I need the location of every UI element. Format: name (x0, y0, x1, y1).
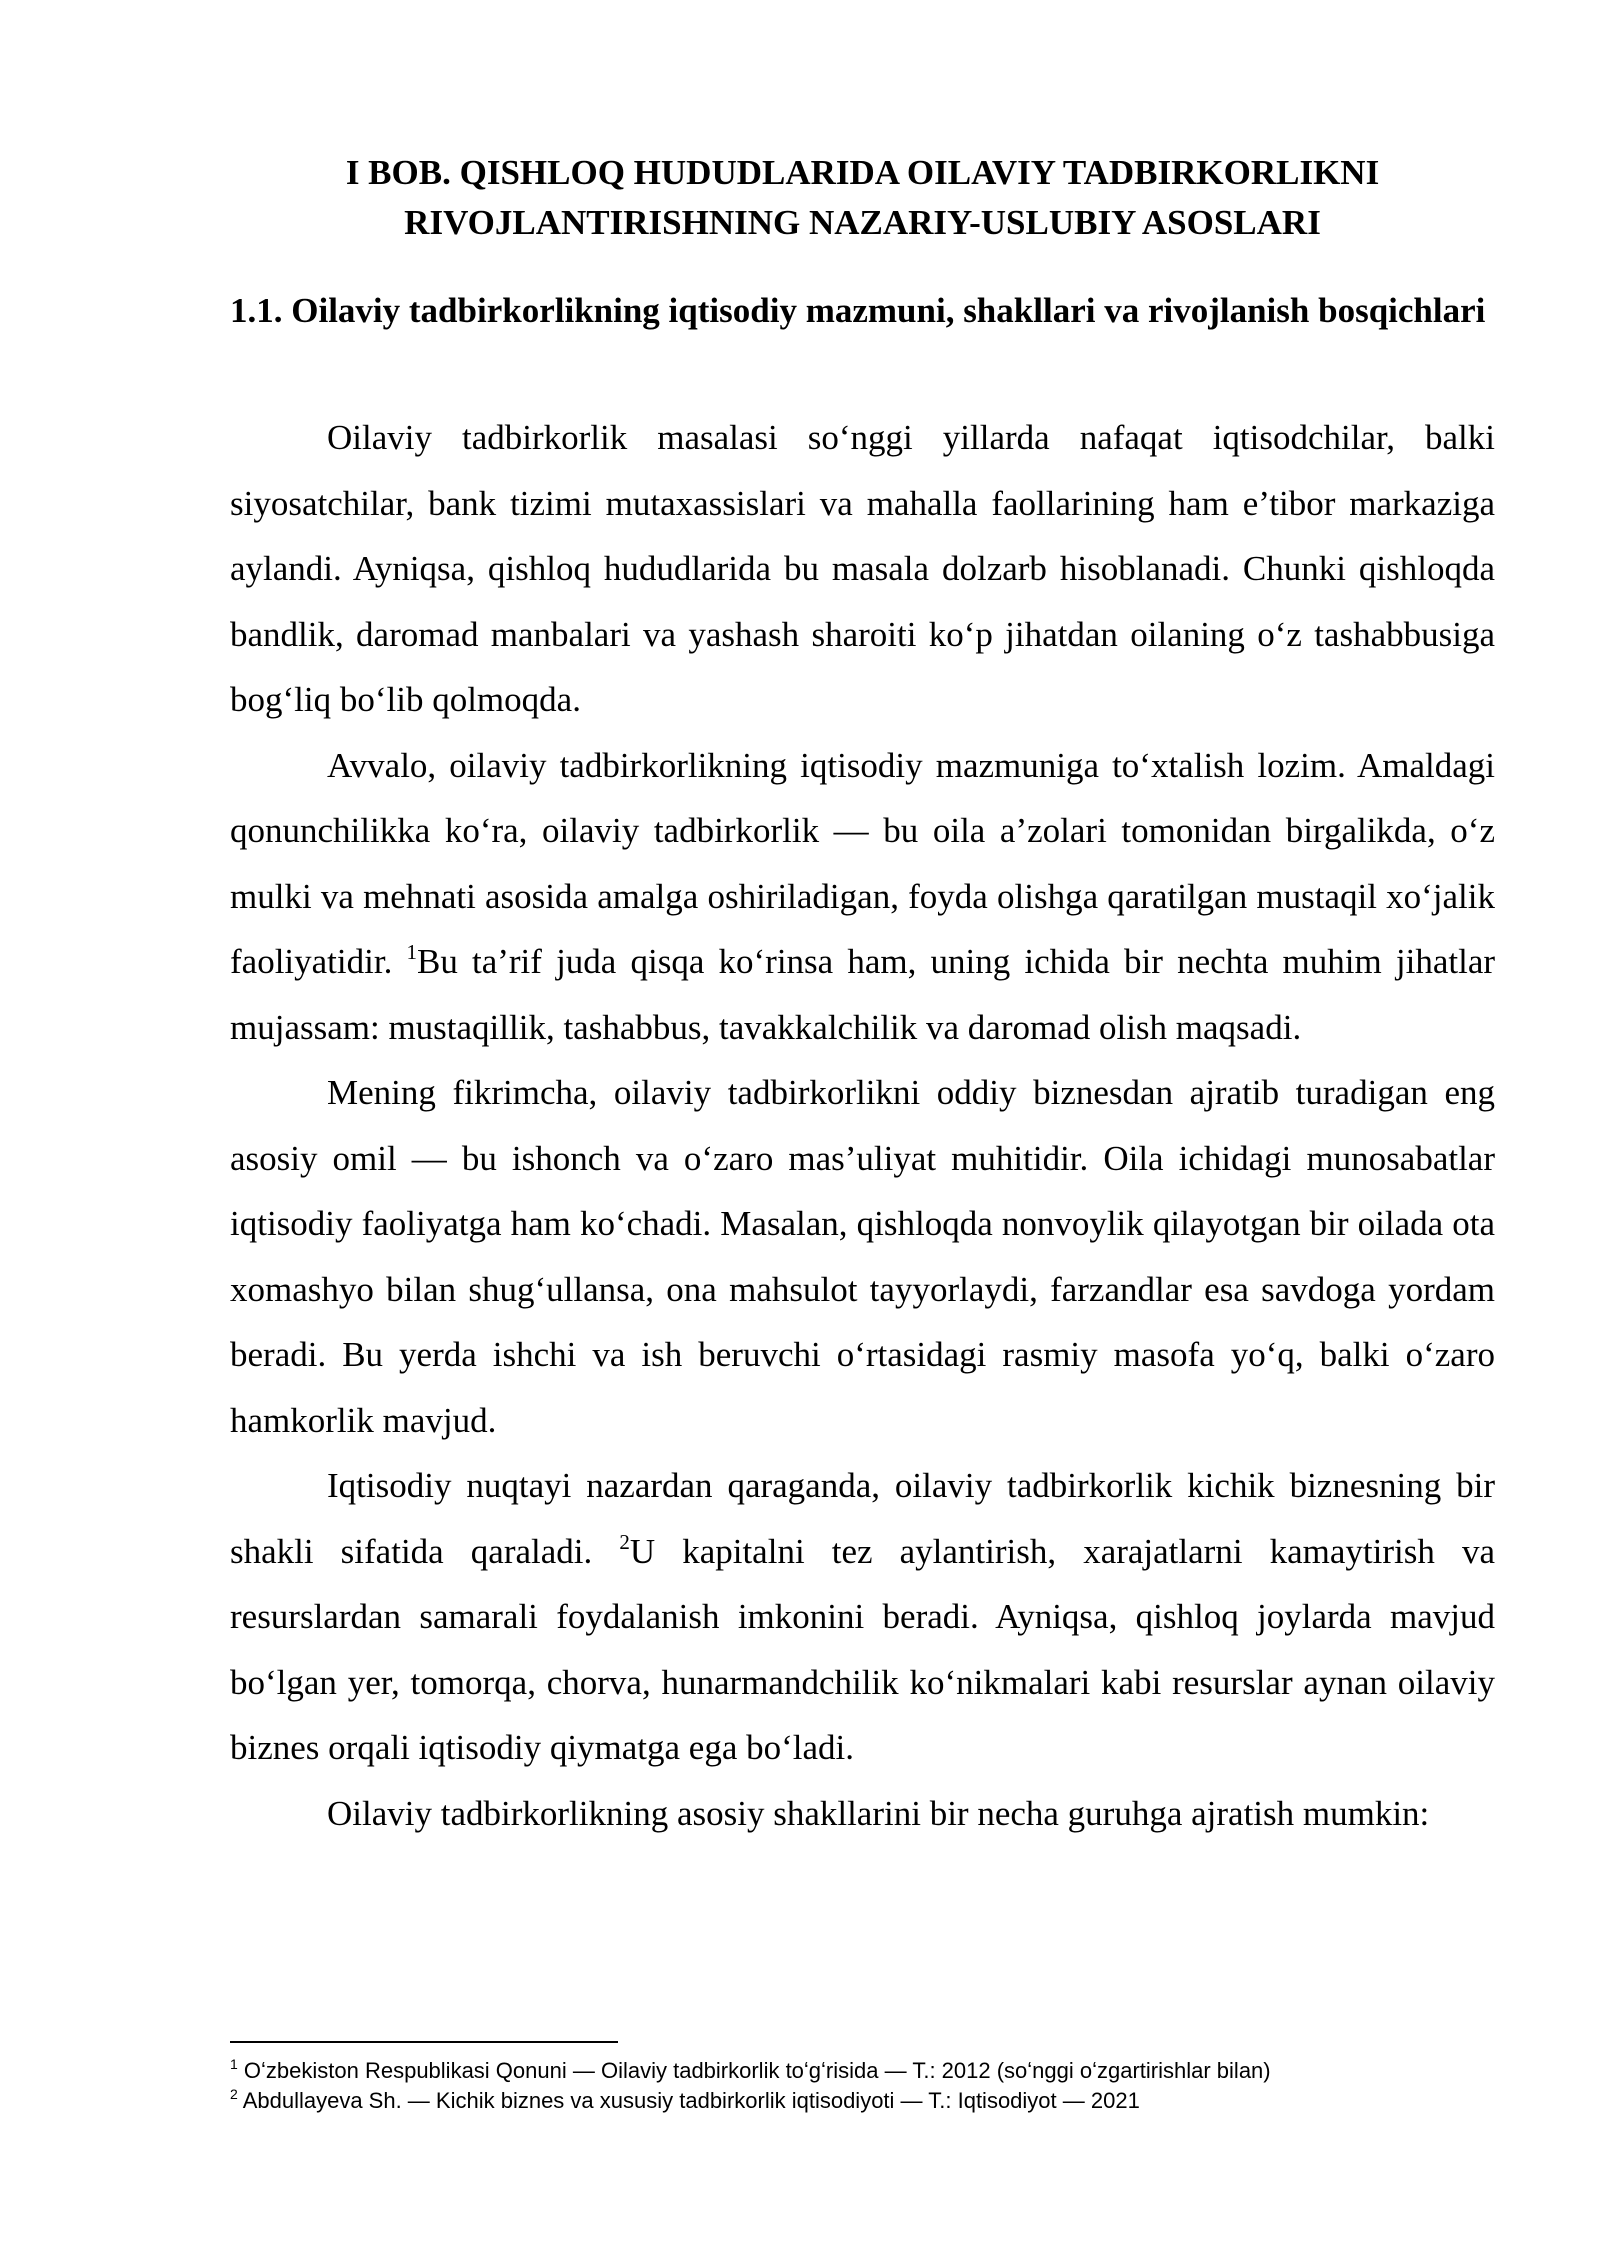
footnote-ref-2[interactable]: 2 (619, 1529, 630, 1554)
footnote-1-text: Oʻzbekiston Respublikasi Qonuni — Oilaviy tadbirkorlik toʻgʻrisida — T.: 2012 (soʻnggi oʻzgartirishlar bilan) (237, 2058, 1271, 2083)
footnote-ref-1[interactable]: 1 (406, 940, 417, 964)
paragraph-2 (230, 733, 1495, 1061)
footnotes (230, 2056, 1495, 2116)
paragraph-3: Mening fikrimcha, oilaviy tadbirkorlikni oddiy biznesdan ajratib turadigan eng asosiy omil — bu ishonch va oʻzaro mas’uliyat muhitidir. Oila ichidagi munosabatlar iqtisodiy faoliyatga ham koʻchadi. Masalan, qishloqda nonvoylik qilayotgan bir oilada ota xomashyo bilan shugʻullansa, ona mahsulot tayyorlaydi, farzandlar esa savdoga yordam beradi. Bu yerda ishchi va ish beruvchi oʻrtasidagi rasmiy masofa yoʻq, balki oʻzaro hamkorlik mavjud. (230, 1073, 1495, 1440)
footnote-2-text: Abdullayeva Sh. — Kichik biznes va xususiy tadbirkorlik iqtisodiyoti — T.: Iqtisodiyot — 2021 (237, 2088, 1140, 2113)
paragraph-2-text-a: Avvalo, oilaviy tadbirkorlikning iqtisodiy mazmuniga toʻxtalish lozim. Amaldagi qonunchilikka koʻra, oilaviy tadbirkorlik — bu oila a’zolari tomonidan birgalikda, oʻz mulki va mehnati asosida amalga oshiriladigan, foyda olishga qaratilgan mustaqil xoʻjalik faoliyatidir. (230, 745, 1495, 981)
body-text (230, 405, 1495, 1846)
paragraph-4-text-a: Iqtisodiy nuqtayi nazardan qaraganda, oilaviy tadbirkorlik kichik biznesning bir shakli sifatida qaraladi. (230, 1466, 1495, 1571)
paragraph-4-text-b: U kapitalni tez aylantirish, xarajatlarni kamaytirish va resurslardan samarali foydalanish imkonini beradi. Ayniqsa, qishloq joylarda mavjud boʻlgan yer, tomorqa, chorva, hunarmandchilik koʻnikmalari kabi resurslar aynan oilaviy biznes orqali iqtisodiy qiymatga ega boʻladi. (230, 1531, 1495, 1767)
paragraph-5: Oilaviy tadbirkorlikning asosiy shakllarini bir necha guruhga ajratish mumkin: (327, 1793, 1430, 1833)
chapter-title-line-1: I BOB. QISHLOQ HUDUDLARIDA OILAVIY TADBIRKORLIKNI (345, 153, 1380, 192)
footnote-1-number: 1 (230, 2056, 238, 2072)
footnote-2-number: 2 (230, 2086, 238, 2102)
section-title: 1.1. Oilaviy tadbirkorlikning iqtisodiy mazmuni, shakllari va rivojlanish bosqichlari (230, 291, 1486, 330)
footnote-1 (230, 2056, 1495, 2086)
paragraph-2-text-b: Bu ta’rif juda qisqa koʻrinsa ham, uning ichida bir nechta muhim jihatlar mujassam: mustaqillik, tashabbus, tavakkalchilik va daromad olish maqsadi. (230, 942, 1496, 1047)
footnote-separator (230, 2041, 618, 2043)
chapter-title (230, 148, 1495, 248)
footnote-2 (230, 2086, 1495, 2116)
chapter-title-line-2: RIVOJLANTIRISHNING NAZARIY-USLUBIY ASOSLARI (404, 203, 1321, 242)
paragraph-4 (230, 1453, 1495, 1781)
paragraph-1: Oilaviy tadbirkorlik masalasi soʻnggi yillarda nafaqat iqtisodchilar, balki siyosatchilar, bank tizimi mutaxassislari va mahalla faollarining ham e’tibor markaziga aylandi. Ayniqsa, qishloq hududlarida bu masala dolzarb hisoblanadi. Chunki qishloqda bandlik, daromad manbalari va yashash sharoiti koʻp jihatdan oilaning oʻz tashabbusiga bogʻliq boʻlib qolmoqda. (230, 418, 1495, 719)
